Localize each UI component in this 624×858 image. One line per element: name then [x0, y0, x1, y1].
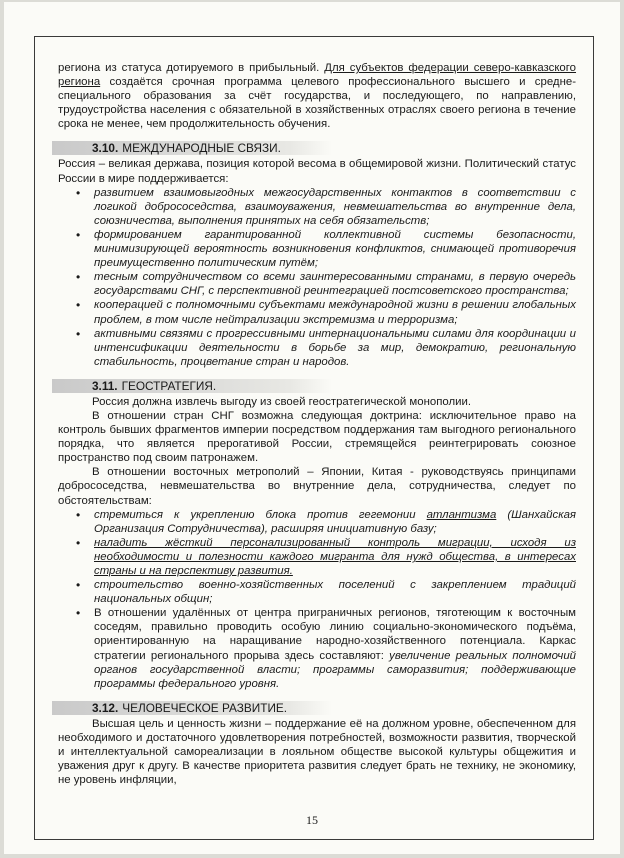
list-item — [76, 227, 576, 270]
list-item-underlined-text: атлантизма — [426, 508, 497, 521]
list-item-text-2: (Шанхайская Организация Сотрудничества), расширяя инициативную базу; — [94, 508, 576, 535]
section-number: 3.10. — [92, 141, 119, 156]
section-3-12-paragraph-1: Высшая цель и ценность жизни – поддержание её на должном уровне, обеспеченном для необходимого и достаточного удовлетворения потребностей, возможности развития, творческой и интеллектуальной самореализации в лояльном обществе высокой культуры общежития и уважения друг к другу. В качестве приоритета развития следует брать не технику, не экономику, не уровень инфляции, — [58, 717, 576, 787]
list-item-text: тесным сотрудничеством со всеми заинтересованными странами, в первую очередь государствами СНГ, с перспективной реинтеграцией постсоветского пространства; — [94, 271, 576, 298]
section-3-10-lead: Россия – великая держава, позиция которой весома в общемировой жизни. Политический статус России в мире поддерживается: — [58, 158, 576, 185]
list-item-text — [94, 606, 576, 691]
list-item-text — [94, 508, 576, 536]
document-body — [58, 61, 576, 787]
section-title: ЧЕЛОВЕЧЕСКОЕ РАЗВИТИЕ. — [122, 700, 288, 715]
bullet-icon: • — [76, 606, 81, 621]
section-3-10-list — [58, 186, 576, 369]
list-item-text-1: стремиться к укреплению блока против гегемонии — [94, 508, 427, 521]
page-number: 15 — [306, 813, 318, 827]
section-title: ГЕОСТРАТЕГИЯ. — [121, 378, 217, 393]
list-item-text: наладить жёсткий персонализированный контроль миграции, исходя из необходимости и полезности каждого мигранта для нужд общества, в интересах страны и на перспективу развития. — [94, 536, 576, 577]
list-item-text: активными связями с прогрессивными интернациональными силами для координации и интенсификации деятельности в борьбе за мир, демократию, региональную стабильность, процветание стран и народов. — [94, 327, 576, 368]
intro-paragraph — [58, 61, 576, 131]
section-3-10-heading — [52, 141, 332, 155]
list-item — [76, 270, 576, 298]
list-item — [76, 507, 576, 536]
list-item-text: развитием взаимовыгодных межгосударственных контактов в соответствии с логикой добрососедства, взаимоуважения, невмешательства во внутренние дела, союзничества, выполнения принятых на себя обязательств; — [94, 186, 576, 227]
section-3-11-paragraph-1: Россия должна извлечь выгоду из своей геостратегической монополии. — [92, 395, 471, 408]
list-item-text: формированием гарантированной коллективной системы безопасности, минимизирующей вероятность возникновения конфликтов, снимающей противоречия преимущественно политическим путём; — [94, 228, 576, 270]
bullet-icon: • — [76, 535, 81, 550]
list-item — [76, 535, 576, 578]
list-item — [76, 326, 576, 369]
bullet-icon: • — [76, 270, 81, 285]
list-item-text: строительство военно-хозяйственных поселений с закреплением традиций национальных общин; — [94, 579, 576, 606]
bullet-icon: • — [76, 298, 81, 313]
list-item — [76, 298, 576, 326]
list-item-italic-text: увеличение реальных полномочий органов государственной власти; программы саморазвития; поддерживающие программы федерального уровня. — [94, 649, 576, 690]
section-3-11-paragraph-3: В отношении восточных метрополий – Японии, Китая - руководствуясь принципами добрососедства, невмешательства во внутренние дела, сотрудничества, следует по обстоятельствам: — [58, 466, 576, 507]
list-item-plain-text: В отношении удалённых от центра приграничных регионов, тяготеющим к восточным соседям, правильно проводить особую линию социально-экономического подъёма, ориентированную на наращивание народно-хозяйственного потенциала. Каркас стратегии регионального прорыва здесь составляют: — [94, 607, 576, 662]
section-number: 3.11. — [92, 378, 118, 393]
bullet-icon: • — [76, 185, 81, 200]
section-3-11-paragraph-2: В отношении стран СНГ возможна следующая доктрина: исключительное право на контроль бывших фрагментов империи посредством поддержания там выгодного регионального порядка, что является прерогативой России, стремящейся реинтегрировать союзное пространство под своим патронажем. — [58, 409, 576, 465]
bullet-icon: • — [76, 507, 81, 522]
list-item — [76, 185, 576, 228]
list-item — [76, 606, 576, 691]
section-number: 3.12. — [92, 700, 119, 715]
section-title: МЕЖДУНАРОДНЫЕ СВЯЗИ. — [122, 141, 281, 156]
section-3-11-list — [58, 508, 576, 691]
intro-text-1: региона из статуса дотируемого в прибыльный. — [58, 62, 325, 74]
bullet-icon: • — [76, 326, 81, 341]
list-item — [76, 578, 576, 606]
bullet-icon: • — [76, 227, 81, 242]
intro-text-2: создаётся срочная программа целевого профессионального высшего и средне-специального образования за счёт государства, и последующего, по направлению, трудоустройства населения с обязательной в хозяйственных отраслях своего региона в течение срока не менее, чем продолжительность обучения. — [58, 76, 576, 131]
section-3-12-heading — [52, 701, 332, 715]
bullet-icon: • — [76, 578, 81, 593]
section-3-11-heading — [52, 379, 332, 393]
intro-underlined-text: Для субъектов федерации северо-кавказского региона — [58, 62, 577, 89]
list-item-text: кооперацией с полномочными субъектами международной жизни в решении глобальных проблем, в том числе нейтрализации экстремизма и терроризма; — [94, 299, 576, 326]
